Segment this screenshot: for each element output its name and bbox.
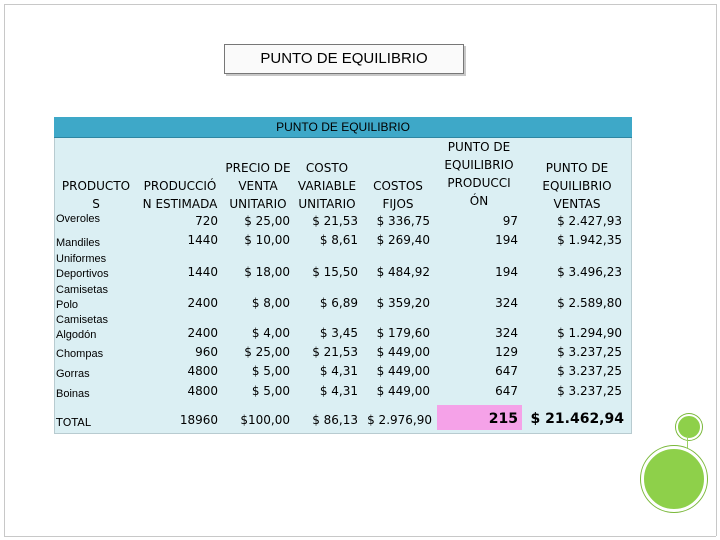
col-header-produccion-line: N ESTIMADA [142, 197, 218, 211]
cell-precio: $ 5,00 [251, 364, 290, 378]
total-label [56, 415, 146, 430]
col-header-pe-ventas [526, 159, 628, 213]
cell-pe-ventas: $ 2.427,93 [557, 214, 622, 228]
cell-precio: $ 5,00 [251, 384, 290, 398]
row-producto-line: Algodón [56, 329, 97, 341]
slide-title: PUNTO DE EQUILIBRIO [260, 50, 428, 67]
col-header-pe-ventas-line: EQUILIBRIO [542, 179, 612, 193]
total-costo-variable: $ 86,13 [312, 413, 358, 427]
col-header-pe-ventas-line: VENTAS [553, 197, 601, 211]
col-header-costo-variable-line: VARIABLE [297, 179, 357, 193]
cell-produccion: 960 [195, 345, 218, 359]
total-costos-fijos: $ 2.976,90 [367, 413, 432, 427]
row-producto [56, 313, 146, 343]
cell-produccion: 2400 [187, 296, 218, 310]
cell-pe-produccion: 647 [495, 384, 518, 398]
col-header-costo-variable-line: UNITARIO [298, 197, 356, 211]
row-producto [56, 387, 146, 402]
row-producto-line: Deportivos [56, 268, 109, 280]
col-header-precio-line: PRECIO DE [225, 161, 291, 175]
cell-costo-variable: $ 8,61 [319, 233, 358, 247]
col-header-pe-produccion-line: EQUILIBRIO [444, 158, 514, 172]
col-header-produccion-line: PRODUCCIÓ [143, 179, 217, 193]
col-header-pe-produccion [434, 138, 524, 210]
cell-produccion: 4800 [187, 384, 218, 398]
row-producto [56, 252, 146, 282]
col-header-producto-line: S [92, 197, 100, 211]
cell-pe-produccion: 194 [495, 233, 518, 247]
cell-precio: $ 4,00 [251, 326, 290, 340]
table-header-bar [54, 117, 632, 138]
cell-pe-ventas: $ 3.237,25 [557, 364, 622, 378]
total-produccion: 18960 [179, 413, 218, 427]
total-pe-ventas: $ 21.462,94 [530, 411, 624, 427]
cell-costo-variable: $ 6,89 [319, 296, 358, 310]
slide-border-left [4, 4, 5, 536]
cell-pe-produccion: 129 [495, 345, 518, 359]
table-header-title: PUNTO DE EQUILIBRIO [276, 120, 410, 134]
cell-pe-produccion: 194 [495, 265, 518, 279]
cell-produccion: 720 [195, 214, 218, 228]
col-header-costo-variable [292, 159, 362, 213]
col-header-costos-fijos-line: COSTOS [373, 179, 423, 193]
col-header-pe-ventas-line: PUNTO DE [545, 161, 609, 175]
row-producto [56, 212, 146, 227]
col-header-precio-line: UNITARIO [229, 197, 287, 211]
slide-border-bottom [4, 536, 716, 537]
cell-pe-ventas: $ 1.294,90 [557, 326, 622, 340]
col-header-pe-produccion-line: ÓN [469, 194, 489, 208]
cell-costos-fijos: $ 359,20 [376, 296, 430, 310]
row-producto-line: Uniformes [56, 253, 107, 265]
row-producto [56, 347, 146, 362]
row-producto [56, 236, 146, 251]
row-producto [56, 367, 146, 382]
cell-costos-fijos: $ 179,60 [376, 326, 430, 340]
cell-produccion: 4800 [187, 364, 218, 378]
row-producto [56, 283, 146, 313]
row-producto-line: Chompas [56, 348, 104, 360]
col-header-producto-line: PRODUCTO [61, 179, 131, 193]
cell-costos-fijos: $ 449,00 [376, 345, 430, 359]
cell-costo-variable: $ 15,50 [312, 265, 358, 279]
row-producto-line: Mandiles [56, 237, 101, 249]
cell-precio: $ 8,00 [251, 296, 290, 310]
cell-pe-ventas: $ 3.496,23 [557, 265, 622, 279]
cell-costo-variable: $ 21,53 [312, 345, 358, 359]
row-producto-line: Overoles [56, 213, 101, 225]
cell-precio: $ 25,00 [244, 345, 290, 359]
cell-costos-fijos: $ 449,00 [376, 384, 430, 398]
slide-title-box [224, 44, 464, 74]
decorative-connector [687, 436, 688, 448]
cell-produccion: 2400 [187, 326, 218, 340]
cell-costo-variable: $ 4,31 [319, 364, 358, 378]
col-header-producto [58, 177, 134, 213]
col-header-produccion [138, 177, 222, 213]
col-header-pe-produccion-line: PUNTO DE [447, 140, 511, 154]
col-header-costos-fijos-line: FIJOS [382, 197, 414, 211]
cell-precio: $ 10,00 [244, 233, 290, 247]
total-precio: $100,00 [240, 413, 290, 427]
row-producto-line: Camisetas [56, 284, 108, 296]
cell-pe-produccion: 97 [502, 214, 518, 228]
slide-border-top [4, 4, 716, 5]
cell-pe-ventas: $ 1.942,35 [557, 233, 622, 247]
col-header-costos-fijos [366, 177, 430, 213]
decorative-small-circle [676, 414, 702, 440]
cell-costo-variable: $ 4,31 [319, 384, 358, 398]
row-producto-line: Gorras [56, 368, 90, 380]
cell-costos-fijos: $ 336,75 [376, 214, 430, 228]
cell-produccion: 1440 [187, 265, 218, 279]
total-label-text: TOTAL [56, 416, 91, 429]
cell-costo-variable: $ 3,45 [319, 326, 358, 340]
cell-precio: $ 25,00 [244, 214, 290, 228]
row-producto-line: Polo [56, 299, 79, 311]
col-header-costo-variable-line: COSTO [305, 161, 349, 175]
col-header-pe-produccion-line: PRODUCCI [447, 176, 511, 190]
col-header-precio-line: VENTA [238, 179, 278, 193]
col-header-precio [224, 159, 292, 213]
total-pe-produccion: 215 [488, 411, 518, 427]
slide-border-right [716, 4, 717, 536]
cell-produccion: 1440 [187, 233, 218, 247]
cell-costo-variable: $ 21,53 [312, 214, 358, 228]
cell-precio: $ 18,00 [244, 265, 290, 279]
decorative-large-circle [641, 446, 707, 512]
row-producto-line: Camisetas [56, 314, 108, 326]
cell-pe-produccion: 647 [495, 364, 518, 378]
cell-costos-fijos: $ 269,40 [376, 233, 430, 247]
cell-costos-fijos: $ 484,92 [376, 265, 430, 279]
cell-pe-ventas: $ 3.237,25 [557, 345, 622, 359]
cell-pe-ventas: $ 3.237,25 [557, 384, 622, 398]
cell-pe-ventas: $ 2.589,80 [557, 296, 622, 310]
cell-pe-produccion: 324 [495, 326, 518, 340]
row-producto-line: Boinas [56, 388, 90, 400]
cell-costos-fijos: $ 449,00 [376, 364, 430, 378]
cell-pe-produccion: 324 [495, 296, 518, 310]
